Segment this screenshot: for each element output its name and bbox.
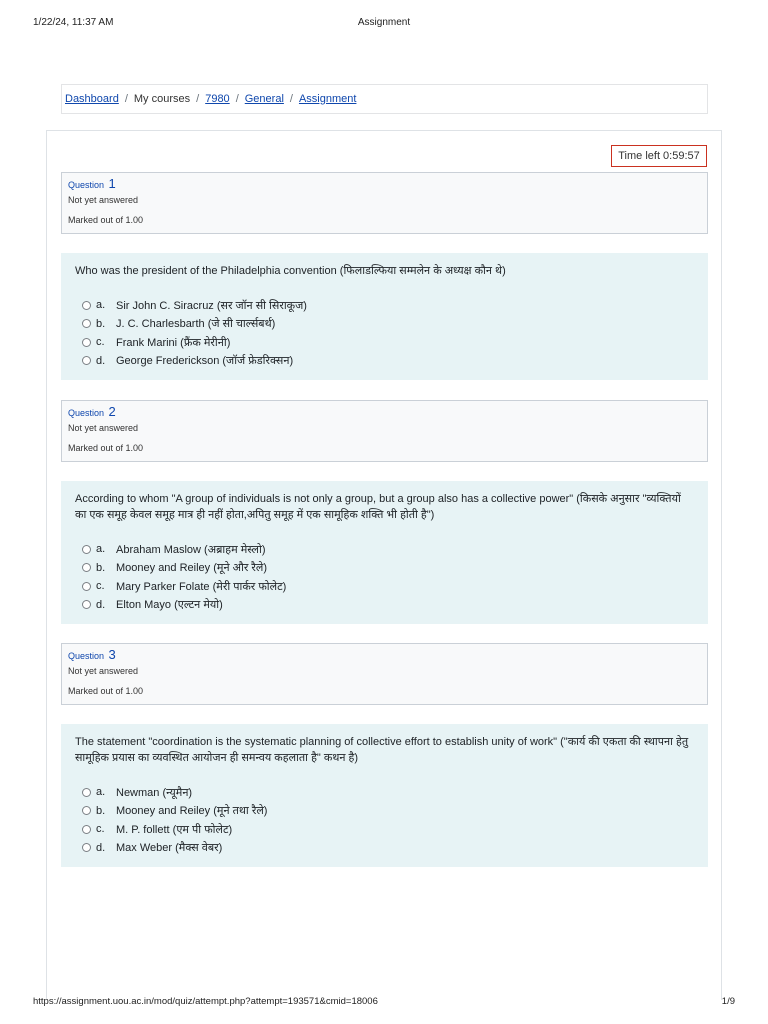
answer-list bbox=[75, 540, 694, 614]
question-state: Not yet answered bbox=[68, 423, 139, 433]
answer-text: Newman (न्यूमैन) bbox=[116, 786, 193, 799]
print-header bbox=[0, 17, 768, 31]
print-footer bbox=[0, 996, 768, 1010]
radio-button[interactable] bbox=[82, 806, 91, 815]
answer-option-d[interactable]: d. George Frederickson (जॉर्ज फ्रेडरिक्सन) bbox=[75, 352, 694, 371]
answer-text: Frank Marini (फ्रैंक मेरीनी) bbox=[116, 336, 231, 349]
question-grade: Marked out of 1.00 bbox=[68, 686, 144, 696]
radio-button[interactable] bbox=[82, 600, 91, 609]
answer-list bbox=[75, 783, 694, 857]
breadcrumb-dashboard[interactable]: Dashboard bbox=[65, 93, 119, 105]
question-body-3 bbox=[61, 724, 708, 867]
answer-list bbox=[75, 296, 694, 370]
breadcrumb-separator: / bbox=[235, 93, 239, 105]
radio-button[interactable] bbox=[82, 563, 91, 572]
breadcrumb-separator: / bbox=[196, 93, 200, 105]
answer-text: Abraham Maslow (अब्राहम मेस्लो) bbox=[116, 543, 266, 556]
question-text: The statement "coordination is the systematic planning of collective effort to establish unity of work" ("कार्य की एकता की स्थापना हेतु सामूहिक प्रयास का व्यवस्थित आयोजन ही समन्वय कहलाता है" कथन है) bbox=[75, 736, 689, 764]
breadcrumb bbox=[61, 84, 708, 114]
answer-option-c[interactable]: c. Mary Parker Folate (मेरी पार्कर फोलेट) bbox=[75, 577, 694, 596]
breadcrumb-separator: / bbox=[124, 93, 128, 105]
answer-option-d[interactable]: d. Max Weber (मैक्स वेबर) bbox=[75, 839, 694, 858]
question-number: Question 2 bbox=[68, 404, 116, 419]
breadcrumb-my-courses: My courses bbox=[133, 93, 191, 105]
question-grade: Marked out of 1.00 bbox=[68, 215, 144, 225]
radio-button[interactable] bbox=[82, 338, 91, 347]
radio-button[interactable] bbox=[82, 582, 91, 591]
radio-button[interactable] bbox=[82, 788, 91, 797]
radio-button[interactable] bbox=[82, 356, 91, 365]
question-text: According to whom "A group of individuals is not only a group, but a group also has a collective power" (किसके अनुसार "व्यक्तियों का एक समूह केवल समूह मात्र ही नहीं होता,अपितु समूह में एक सामूहिक शक्ति भी होती है") bbox=[75, 493, 681, 521]
answer-option-a[interactable]: a. Newman (न्यूमैन) bbox=[75, 783, 694, 802]
question-info-1 bbox=[61, 172, 708, 234]
radio-button[interactable] bbox=[82, 843, 91, 852]
question-number: Question 1 bbox=[68, 176, 116, 191]
breadcrumb-assignment[interactable]: Assignment bbox=[298, 93, 357, 105]
quiz-timer: Time left 0:59:57 bbox=[611, 145, 707, 167]
answer-option-c[interactable]: c. M. P. follett (एम पी फोलेट) bbox=[75, 820, 694, 839]
radio-button[interactable] bbox=[82, 825, 91, 834]
question-info-2 bbox=[61, 400, 708, 462]
answer-option-a[interactable]: a. Sir John C. Siracruz (सर जॉन सी सिराकूज) bbox=[75, 296, 694, 315]
answer-text: Elton Mayo (एल्टन मेयो) bbox=[116, 599, 223, 612]
answer-text: Max Weber (मैक्स वेबर) bbox=[116, 842, 223, 855]
answer-option-d[interactable]: d. Elton Mayo (एल्टन मेयो) bbox=[75, 596, 694, 615]
question-body-2 bbox=[61, 481, 708, 624]
answer-text: M. P. follett (एम पी फोलेट) bbox=[116, 823, 233, 836]
answer-text: Sir John C. Siracruz (सर जॉन सी सिराकूज) bbox=[116, 299, 307, 312]
print-page-number: 1/9 bbox=[721, 996, 735, 1007]
answer-text: Mooney and Reiley (मूने तथा रैले) bbox=[116, 805, 268, 818]
question-number: Question 3 bbox=[68, 647, 116, 662]
question-info-3 bbox=[61, 643, 708, 705]
question-grade: Marked out of 1.00 bbox=[68, 443, 144, 453]
breadcrumb-separator: / bbox=[289, 93, 293, 105]
answer-text: Mary Parker Folate (मेरी पार्कर फोलेट) bbox=[116, 580, 287, 593]
answer-option-b[interactable]: b. J. C. Charlesbarth (जे सी चार्ल्सबर्थ) bbox=[75, 315, 694, 334]
print-timestamp: 1/22/24, 11:37 AM bbox=[33, 17, 114, 28]
question-body-1 bbox=[61, 253, 708, 380]
question-text: Who was the president of the Philadelphia convention (फिलाडल्फिया सम्मलेन के अध्यक्ष कौन थे) bbox=[75, 265, 506, 277]
radio-button[interactable] bbox=[82, 301, 91, 310]
answer-text: J. C. Charlesbarth (जे सी चार्ल्सबर्थ) bbox=[116, 318, 276, 331]
answer-option-c[interactable]: c. Frank Marini (फ्रैंक मेरीनी) bbox=[75, 333, 694, 352]
radio-button[interactable] bbox=[82, 545, 91, 554]
print-url: https://assignment.uou.ac.in/mod/quiz/attempt.php?attempt=193571&cmid=18006 bbox=[33, 996, 378, 1007]
answer-option-b[interactable]: b. Mooney and Reiley (मूने और रैले) bbox=[75, 559, 694, 578]
answer-option-b[interactable]: b. Mooney and Reiley (मूने तथा रैले) bbox=[75, 802, 694, 821]
answer-option-a[interactable]: a. Abraham Maslow (अब्राहम मेस्लो) bbox=[75, 540, 694, 559]
print-title: Assignment bbox=[357, 17, 411, 28]
question-state: Not yet answered bbox=[68, 666, 139, 676]
breadcrumb-general[interactable]: General bbox=[244, 93, 284, 105]
answer-text: Mooney and Reiley (मूने और रैले) bbox=[116, 562, 268, 575]
radio-button[interactable] bbox=[82, 319, 91, 328]
question-state: Not yet answered bbox=[68, 195, 139, 205]
answer-text: George Frederickson (जॉर्ज फ्रेडरिक्सन) bbox=[116, 355, 294, 368]
breadcrumb-course[interactable]: 7980 bbox=[205, 93, 230, 105]
